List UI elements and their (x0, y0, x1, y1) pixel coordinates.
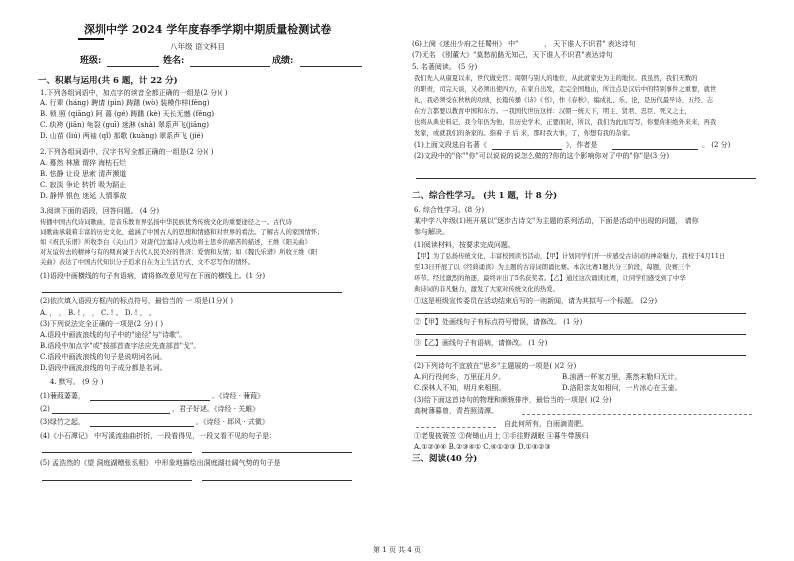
q4-line-2-start: (2) (40, 405, 50, 413)
q6-material-line-1: 【甲】为了弘扬传统文化，丰富校园读书活动，【甲】计划同学们开一步感受古诗词的神奇魅力，我校于4月11日 (414, 253, 726, 260)
q6-item-3: ③【乙】画线句子有语病，请修改。 (1 分) (414, 339, 548, 347)
q3-stem: 3.阅读下面的语段，回答问题。 (4 分) (40, 207, 160, 215)
q6-poem-blank-1[interactable] (522, 414, 752, 415)
q6-material-line-3: 环节。经过激烈的角逐，最终评出了5名获奖者。【乙】通过这次诵读比赛，让同学们感受到了中华 (414, 275, 686, 282)
grade-subject: 八年级 语文科目 (170, 42, 225, 51)
q6-poem-line-1: 高树薄暮曾，青苔照清潭。 (414, 407, 498, 415)
q3-subquestion-3-c: C.语段中画波浪线的句子是说明词名词。 (40, 353, 167, 361)
q4-line-4: (4)《小石潭记》 中写溪流曲曲折折，一段看得见，一段又看不见的句子是： (40, 432, 277, 440)
q4-blank-4b[interactable] (202, 452, 352, 453)
q4-line-1-source: 。《诗经 · 蒹葭》 (212, 392, 265, 400)
q6-subquestion-3-options: A.①②③④ B.②③④① C.④①②③ D.①④②③ (414, 443, 551, 451)
title-underline (78, 38, 104, 40)
q4-blank-3[interactable] (90, 426, 194, 427)
q4-line-5: (5) 孟浩然的《望 洞庭湖赠张丞相》 中形象地描绘出洞庭湖壮阔气势的句子是 (40, 459, 281, 467)
q4-line-7: (7)无名 《别董大》"莫愁前路无知己，天下谁人不识君"表达诗句 (412, 51, 613, 59)
q5-answer-line[interactable] (416, 178, 756, 179)
q5-subquestion-1-score: 。 (2 分) (702, 141, 731, 149)
q4-line-6: (6)上阕《迷出少府之任蜀州》 中" (412, 40, 519, 48)
q4-line-3-start: (3)绿竹之起， (40, 418, 85, 426)
q5-subquestion-2: (2)文段中的"你""你"可以说说的说怎么做的?你的这个影响你对了中的"你"是(3 分) (414, 152, 670, 160)
q6-subquestion-2-d: D.洛阳亲友如相问，一片冰心在玉壶。 (562, 384, 682, 392)
q6-item-1: ①这是班级宣传委员在活动结束后写的一则新闻，请为其拟写一个标题。 (2分) (414, 297, 658, 305)
score-field[interactable] (300, 66, 362, 67)
section-3-heading: 三、阅读(40 分) (412, 454, 478, 464)
q5-subquestion-1: (1)上面文段选自名著《 (414, 141, 487, 149)
q6-stem: 6. 综合性学习。(8 分) (414, 206, 485, 214)
q3-passage-line-1: 传播中国古代诗词歌曲，是音乐教育界弘扬中华民族优秀传统文化的重要途径之一。古代诗 (40, 219, 292, 226)
q6-item-1-answer[interactable] (416, 313, 746, 314)
q6-intro-line-1: 某中学八年级(1)班开展以"逐步古诗文"为主题的系列活动，下面是活动中出现的问题， 请你 (414, 217, 699, 225)
q4-blank-5b[interactable] (202, 480, 352, 481)
q3-passage-line-5: 关曲》表达了中国古代知识分子追求自在为主生活方式、文不忍写作的情怀。 (40, 259, 255, 266)
q1-option-d: D. 山苗 (liú) 两袖 (qǐ) 那歌 (kuàng) 翠系声飞 (jié) (40, 132, 204, 140)
q4-blank-4a[interactable] (42, 452, 192, 453)
exam-title: 深圳中学 2024 学年度春季学期中期质量检测试卷 (84, 23, 332, 36)
q3-subquestion-3: (3)下列说法完全正确的一项是(2 分) ( ) (40, 320, 163, 328)
q6-intro-line-2: 参与解决。 (414, 228, 449, 236)
q1-option-b: B. 锁 照 (qiāng) 阿 蔼 (gé) 踌躇 (kè) 天长无憾 (fěng) (40, 110, 215, 118)
q3-subquestion-1: (1)语段中画横线的句子有语病，请将修改意见写在下面的横线上。(1 分) (40, 272, 266, 280)
q2-option-c: C. 寂淡 争论 转折 吸为蹈止 (40, 181, 127, 189)
q4-blank-1[interactable] (90, 400, 210, 401)
q4-blank-5a[interactable] (42, 480, 192, 481)
q2-stem: 2.下列各组词语中，汉字书写全都正确的一组是(2 分)( ) (40, 148, 214, 156)
q4-line-6-tail: ， 天下谁人不识君" 表达诗句 (544, 40, 636, 48)
q2-option-d: D. 静悍 银色 迷延 人情事故 (40, 192, 127, 200)
q5-passage-line-2: 的职责，司完天谈，又必须出使四方，在家自出发，走完全国地山，所注点是汉后中的特别事件之重要，就世 (414, 86, 717, 93)
q3-passage-line-4: 对友谊传去的精神与有的期真诚于古代人民美好的普济：爱情和友情；如《魏氏乐谱》所收王维《阳 (40, 249, 318, 256)
q6-subquestion-3-items: ①老叟披蓑笠 ②荷锄山月上 ③手往野湖眠 ④暮牛带簇归 (414, 432, 589, 440)
q6-item-2: ②【甲】处画线句子有标点符号错误，请修改。 (1 分) (414, 318, 583, 326)
q5-passage-line-6: 发家，或就我们的条家的。指着 子 后 来，那时我大事，了，你想有我的杂家。 (414, 130, 635, 137)
q3-passage-line-3: 如《祝氏乐谱》所收李白《关山月》对唐代边塞诗人戍边将士思乡的痛苦的描述，王维《阳关曲》 (40, 239, 311, 246)
q4-blank-2[interactable] (52, 413, 170, 414)
q5-subquestion-1-mid: 》，作者是 (566, 141, 598, 149)
q3-subquestion-3-b: B.语段中加点字"或"按部首查字法应先查部首"戈"。 (40, 342, 201, 350)
q5-passage-line-5: 也将从典史料记，我今年仍为他，且历史学术，正要面对，所以，我们为此而写写，你要你拒绝外来来，再我 (414, 119, 717, 126)
q1-option-a: A. 行辈 (háng) 聘请 (pìn) 踌躇 (wò) 装模作样(fěng) (40, 99, 210, 107)
q5-blank-author[interactable] (612, 149, 698, 150)
q6-item-3-answer[interactable] (416, 355, 746, 356)
q1-stem: 1.下列各组词语中，加点字的读音全都正确的一组是(2 分)( ) (40, 89, 228, 97)
class-field[interactable] (107, 66, 159, 67)
page-number: 第 1 页 共 4 页 (372, 546, 422, 554)
q6-subquestion-3: (3)给下面这首诗句的物理和颜轭排序，最恰当的一项是( )(2 分) (414, 396, 612, 404)
q4-line-1-start: (1)蒹葭萋萋， (40, 392, 85, 400)
q4-line-3-source: 。《诗经 · 邶风 · 式微》 (196, 418, 269, 426)
q2-option-a: A. 蓦然 林黛 谓猝 海枯石烂 (40, 159, 127, 167)
q4-line-2-source: ，君子好逑。《诗经 · 关雎》 (172, 405, 260, 413)
q6-subquestion-1: (1)阅读材料，按要求完成问题。 (414, 241, 515, 249)
q3-subquestion-3-a: A.语段中画波浪线的句子中的"途径"与"诗歌"。 (40, 331, 187, 339)
q3-passage-line-2: 词歌曲承载着丰富的历史文化，蕴涵了中国古人的思想和情感和对世界的看法。了解古人的家国情怀； (40, 229, 324, 236)
q3-subquestion-3-d: D.语段中画波浪线的句子成分都是名词。 (40, 364, 167, 372)
q6-item-2-answer[interactable] (416, 334, 746, 335)
q6-subquestion-2: (2)下列诗句不宜放在"思乡"主题展的一项是( )(2 分) (414, 362, 577, 370)
q6-subquestion-2-b: B.浊酒一杯家万里，燕然未勒归无计。 (562, 373, 682, 381)
q5-passage-line-3: 礼，我必须受在秋秋的功绩，长篇传播《诗》《书》，作《春秋》，编成礼、乐、论，是历代最早诗、五经、志 (414, 97, 714, 104)
class-label: 班级: (80, 56, 102, 66)
q3-subquestion-2-options: A. ， ， B. ! ， ， C. ! 。 D. ! ， 。 (40, 309, 156, 317)
name-label: 姓名: (163, 56, 185, 66)
q3-answer-line-1[interactable] (42, 292, 342, 293)
q5-stem: 5. 名著阅读。 (5 分) (412, 63, 478, 71)
q4-stem: 4. 默写。 (9 分 ) (50, 378, 104, 386)
q6-subquestion-2-a: A.问行役何乡，万里征月夕。 (414, 373, 506, 381)
q6-material-line-4: 典诗词的非凡魅力，激发了大家对传统文化的热爱。 (414, 286, 559, 293)
score-label: 成绩: (272, 56, 294, 66)
q6-subquestion-2-c: C.深林人不知，明月来相照。 (414, 384, 506, 392)
q5-passage-line-1: 我们先人从康夏以来，世代做史官；周朝与别人的地位，从此就家史为主的地位。我虽然，我们无数的 (414, 75, 698, 82)
q6-poem-line-2: 自此何所有，白雨滴青肥。 (504, 420, 588, 428)
q5-blank-book[interactable] (492, 149, 562, 150)
section-2-heading: 二、综合性学习。 (共 1 题，计 8 分) (412, 191, 558, 201)
section-1-heading: 一、积累与运用(共 6 题，计 22 分) (38, 76, 178, 86)
q2-option-b: B. 怯静 让设 思索 清声濒道 (40, 170, 127, 178)
q6-material-line-2: 至13日开展了以《经典诵读》为主题的古诗词朗诵比赛。本次比赛1题共分三阶段，每题，决赛三个 (414, 264, 691, 271)
q3-subquestion-2: (2)依次填入语段方框内的标点符号，最恰当的 一 项是(1分)( ) (40, 297, 233, 305)
q1-option-c: C. 纨袴 (jiān) 龟裂 (guī) 迷淋 (shà) 翠系声飞(jiāng) (40, 121, 209, 129)
q6-poem-blank-2[interactable] (416, 427, 496, 428)
q5-passage-line-4: 在方言都要以教育中国和东方。一我国代世历这样：汉朝一统天下，明主、贤君、忠臣、死义之士， (414, 108, 692, 115)
name-field[interactable] (190, 66, 270, 67)
